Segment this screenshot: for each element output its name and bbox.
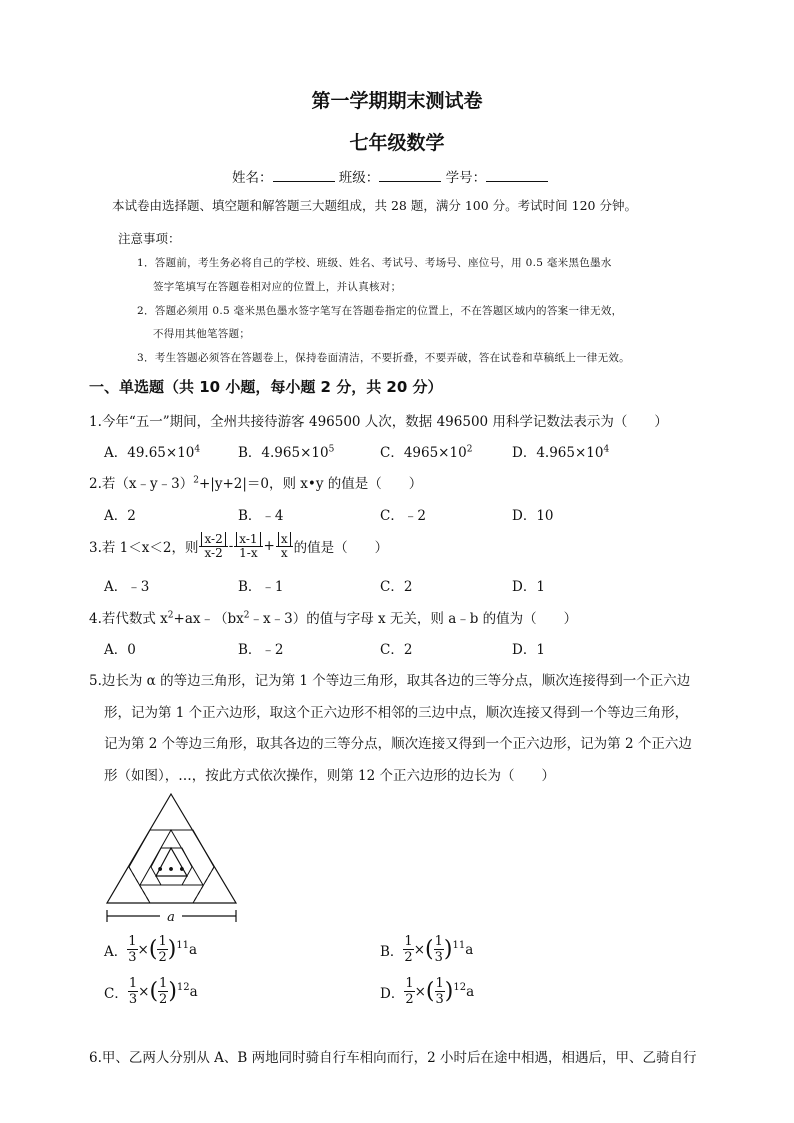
q2-option-b[interactable]: B．﹣4 xyxy=(238,508,284,524)
name-blank[interactable] xyxy=(273,169,335,182)
note-1b: 签字笔填写在答题卷相对应的位置上，并认真核对； xyxy=(153,281,402,293)
name-label: 姓名： xyxy=(232,170,273,186)
q4-option-c[interactable]: C．2 xyxy=(380,642,413,658)
q3-fraction-3: $\frac{x}{x}$ xyxy=(276,533,293,560)
note-2b: 不得用其他笔答题； xyxy=(153,328,251,340)
q3-option-c[interactable]: C．2 xyxy=(380,579,413,595)
q5-option-b[interactable]: B． $\frac{1}{2}$ × ( 1 3 ) 11 a xyxy=(380,934,474,965)
q5-option-a[interactable]: A． $\frac{1}{3}$ × ( 1 2 ) 11 a xyxy=(104,934,198,965)
q4-option-a[interactable]: A．0 xyxy=(104,642,136,658)
q2-option-c[interactable]: C．﹣2 xyxy=(380,508,426,524)
class-label: 班级： xyxy=(338,170,380,186)
question-4-stem: 4.若代数式 $x^2+ax﹣(bx^2﹣x﹣3)$的值与字母 x 无关，则 a﹣b 的值为（ ） xyxy=(89,610,578,627)
q5-option-c[interactable]: C． $\frac{1}{3}$ × ( 1 2 ) 12 a xyxy=(104,976,198,1007)
id-label: 学号： xyxy=(445,170,487,186)
figure-dots: • • • xyxy=(156,863,186,876)
question-2-stem: 2.若（x﹣y﹣3）$^2$+|y+2|＝0，则 x•y 的值是（ ） xyxy=(89,475,423,492)
q1-option-c[interactable]: C．$4965\times 10^2$ xyxy=(380,444,473,461)
q5-option-d[interactable]: D． $\frac{1}{2}$ × ( 1 3 ) 12 a xyxy=(380,976,475,1007)
q2-option-d[interactable]: D．10 xyxy=(512,508,554,524)
q1-option-a[interactable]: A．$49.65\times 10^4$ xyxy=(104,444,201,461)
note-3: 3．考生答题必须答在答题卷上，保持卷面清洁，不要折叠，不要弄破，答在试卷和草稿纸上一律无效。 xyxy=(137,352,630,364)
exam-title: 第一学期期末测试卷 xyxy=(311,90,483,112)
q3-option-b[interactable]: B．﹣1 xyxy=(238,579,284,595)
q4-option-b[interactable]: B．﹣2 xyxy=(238,642,284,658)
nested-triangles-figure xyxy=(100,790,246,926)
question-1-stem: 1.今年“五一”期间，全州共接待游客 496500 人次，数据 496500 用科学记数法表示为（ ） xyxy=(89,414,668,430)
section-single-choice: 一、单选题（共 10 小题，每小题 2 分，共 20 分） xyxy=(89,378,443,396)
question-5-line-2: 形，记为第 1 个正六边形，取这个正六边形不相邻的三边中点，顺次连接又得到一个等边三角形， xyxy=(104,705,689,721)
question-5-line-4: 形（如图），…，按此方式依次操作，则第 12 个正六边形的边长为（ ） xyxy=(104,768,556,784)
question-5-line-3: 记为第 2 个等边三角形，取其各边的三等分点，顺次连接又得到一个正六边形，记为第 2 个正六边 xyxy=(104,736,692,752)
question-5-line-1: 5.边长为 α 的等边三角形，记为第 1 个等边三角形，取其各边的三等分点，顺次连接得到一个正六边 xyxy=(89,673,691,689)
student-info-row xyxy=(232,166,548,186)
figure-side-label: a xyxy=(167,910,175,925)
q3-fraction-1: $\frac{x-2}{x-2}$ xyxy=(199,533,227,560)
question-6-line-1: 6.甲、乙两人分别从 A、B 两地同时骑自行车相向而行，2 小时后在途中相遇，相遇后，甲、乙骑自行 xyxy=(89,1050,697,1066)
q3-option-d[interactable]: D．1 xyxy=(512,579,545,595)
triangle-2 xyxy=(140,830,203,885)
q1-option-b[interactable]: B．$4.965\times 10^5$ xyxy=(238,444,335,461)
class-blank[interactable] xyxy=(379,169,441,182)
note-1a: 1．答题前，考生务必将自己的学校、班级、姓名、考试号、考场号、座位号，用 0.5 毫米黑色墨水 xyxy=(137,257,612,269)
note-2a: 2．答题必须用 0.5 毫米黑色墨水签字笔写在答题卷指定的位置上，不在答题区域内的答案一律无效， xyxy=(137,305,623,317)
exam-subtitle: 七年级数学 xyxy=(349,132,445,154)
id-blank[interactable] xyxy=(486,169,548,182)
q2-option-a[interactable]: A．2 xyxy=(104,508,136,524)
notes-heading: 注意事项： xyxy=(118,231,181,246)
q4-option-d[interactable]: D．1 xyxy=(512,642,545,658)
exam-intro: 本试卷由选择题、填空题和解答题三大题组成，共 28 题，满分 100 分。考试时间 120 分钟。 xyxy=(112,198,637,213)
q3-option-a[interactable]: A．﹣3 xyxy=(104,579,150,595)
question-3-stem: 3.若 1＜x＜2，则 $\frac{x-2}{x-2}$ - $\frac{x-1}{1-x}$ + $\frac{x}{x}$ 的值是（ ） xyxy=(89,531,389,560)
q3-fraction-2: $\frac{x-1}{1-x}$ xyxy=(234,533,262,560)
q1-option-d[interactable]: D．$4.965\times 10^4$ xyxy=(512,444,610,461)
